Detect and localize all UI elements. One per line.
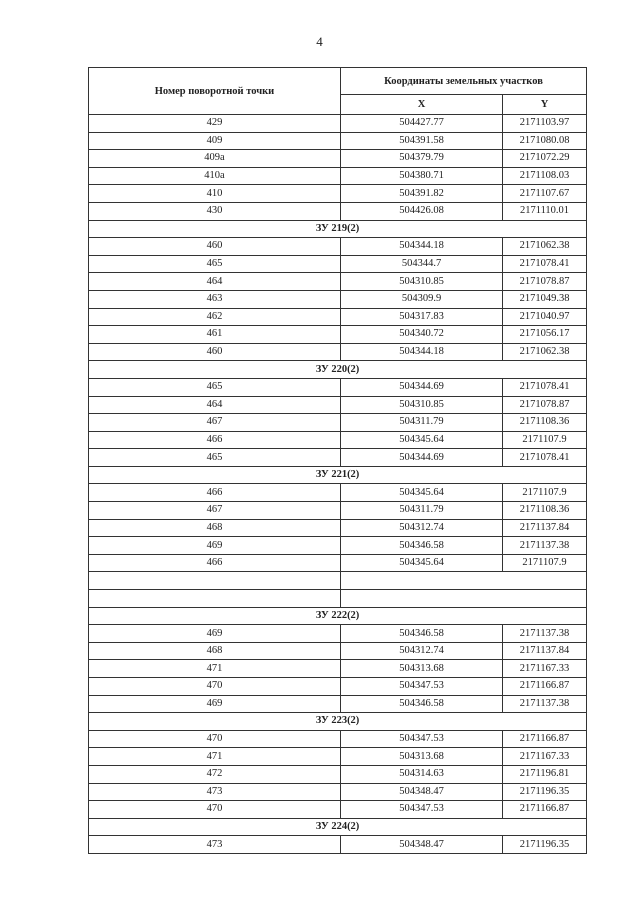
- table-row: [89, 801, 587, 819]
- cell-point: 429: [89, 115, 341, 133]
- cell-y: 2171107.9: [503, 431, 587, 449]
- cell-x: 504426.08: [341, 202, 503, 220]
- table-row: [89, 238, 587, 256]
- cell-point: 466: [89, 431, 341, 449]
- cell-y: 2171040.97: [503, 308, 587, 326]
- cell-x: 504344.69: [341, 449, 503, 467]
- cell-x: 504344.69: [341, 378, 503, 396]
- cell-y: 2171062.38: [503, 343, 587, 361]
- page-number: 4: [316, 34, 323, 49]
- cell-point: 466: [89, 484, 341, 502]
- section-row: [89, 713, 587, 731]
- table-row: [89, 449, 587, 467]
- table-row: [89, 484, 587, 502]
- table-row: [89, 625, 587, 643]
- cell-x: 504345.64: [341, 484, 503, 502]
- table-row: [89, 431, 587, 449]
- cell-x: 504346.58: [341, 625, 503, 643]
- cell-point: 465: [89, 449, 341, 467]
- cell-x: 504345.64: [341, 431, 503, 449]
- table-row: [89, 765, 587, 783]
- cell-x: 504340.72: [341, 326, 503, 344]
- cell-x: 504347.53: [341, 730, 503, 748]
- cell-y: 2171137.38: [503, 625, 587, 643]
- table-row: [89, 642, 587, 660]
- cell-point: 468: [89, 642, 341, 660]
- cell-y: 2171108.36: [503, 502, 587, 520]
- cell-point: 465: [89, 378, 341, 396]
- table-row: [89, 202, 587, 220]
- table-row: [89, 783, 587, 801]
- table-row: [89, 115, 587, 133]
- table-row: [89, 554, 587, 572]
- cell-y: 2171049.38: [503, 290, 587, 308]
- cell-point: 469: [89, 695, 341, 713]
- section-label: ЗУ 219(2): [89, 220, 587, 238]
- cell-point: 410: [89, 185, 341, 203]
- table-row: [89, 519, 587, 537]
- section-row: [89, 361, 587, 379]
- cell-y: 2171107.9: [503, 554, 587, 572]
- header-point-number: Номер поворотной точки: [89, 68, 341, 115]
- cell-x: 504312.74: [341, 642, 503, 660]
- cell-y: 2171166.87: [503, 678, 587, 696]
- cell-y: 2171078.87: [503, 396, 587, 414]
- cell-x: 504314.63: [341, 765, 503, 783]
- blank-cell: [89, 590, 341, 608]
- cell-y: 2171078.41: [503, 449, 587, 467]
- section-label: ЗУ 224(2): [89, 818, 587, 836]
- cell-x: 504344.18: [341, 343, 503, 361]
- table-row: [89, 396, 587, 414]
- cell-point: 410а: [89, 167, 341, 185]
- header-y: Y: [503, 95, 587, 115]
- section-row: [89, 818, 587, 836]
- cell-point: 470: [89, 678, 341, 696]
- cell-point: 430: [89, 202, 341, 220]
- header-coordinates: Координаты земельных участков: [341, 68, 587, 95]
- table-row: [89, 836, 587, 854]
- cell-point: 470: [89, 801, 341, 819]
- table-row: [89, 255, 587, 273]
- cell-point: 409: [89, 132, 341, 150]
- section-label: ЗУ 220(2): [89, 361, 587, 379]
- cell-point: 468: [89, 519, 341, 537]
- cell-y: 2171196.35: [503, 836, 587, 854]
- cell-point: 471: [89, 748, 341, 766]
- cell-point: 467: [89, 502, 341, 520]
- cell-point: 471: [89, 660, 341, 678]
- cell-point: 466: [89, 554, 341, 572]
- cell-y: 2171167.33: [503, 660, 587, 678]
- cell-point: 472: [89, 765, 341, 783]
- blank-cell: [89, 572, 341, 590]
- section-label: ЗУ 222(2): [89, 607, 587, 625]
- cell-x: 504313.68: [341, 660, 503, 678]
- cell-x: 504309.9: [341, 290, 503, 308]
- section-label: ЗУ 223(2): [89, 713, 587, 731]
- cell-y: 2171078.41: [503, 378, 587, 396]
- table-row: [89, 167, 587, 185]
- cell-y: 2171108.36: [503, 414, 587, 432]
- cell-x: 504311.79: [341, 414, 503, 432]
- table-row: [89, 695, 587, 713]
- cell-y: 2171078.87: [503, 273, 587, 291]
- cell-y: 2171137.84: [503, 519, 587, 537]
- table-row: [89, 660, 587, 678]
- table-row: [89, 185, 587, 203]
- cell-y: 2171107.67: [503, 185, 587, 203]
- cell-y: 2171107.9: [503, 484, 587, 502]
- table-row: [89, 150, 587, 168]
- cell-point: 460: [89, 238, 341, 256]
- cell-y: 2171056.17: [503, 326, 587, 344]
- cell-x: 504344.7: [341, 255, 503, 273]
- blank-row: [89, 572, 587, 590]
- cell-y: 2171137.84: [503, 642, 587, 660]
- cell-x: 504427.77: [341, 115, 503, 133]
- cell-x: 504344.18: [341, 238, 503, 256]
- cell-y: 2171166.87: [503, 801, 587, 819]
- cell-y: 2171103.97: [503, 115, 587, 133]
- cell-point: 473: [89, 783, 341, 801]
- cell-point: 467: [89, 414, 341, 432]
- table-row: [89, 132, 587, 150]
- cell-x: 504317.83: [341, 308, 503, 326]
- cell-x: 504348.47: [341, 783, 503, 801]
- cell-point: 461: [89, 326, 341, 344]
- cell-x: 504380.71: [341, 167, 503, 185]
- cell-x: 504312.74: [341, 519, 503, 537]
- cell-y: 2171072.29: [503, 150, 587, 168]
- cell-point: 470: [89, 730, 341, 748]
- table-row: [89, 273, 587, 291]
- table-row: [89, 326, 587, 344]
- table-body: [89, 115, 587, 854]
- section-label: ЗУ 221(2): [89, 466, 587, 484]
- cell-x: 504310.85: [341, 273, 503, 291]
- cell-y: 2171196.81: [503, 765, 587, 783]
- section-row: [89, 607, 587, 625]
- cell-y: 2171080.08: [503, 132, 587, 150]
- cell-x: 504346.58: [341, 537, 503, 555]
- section-row: [89, 466, 587, 484]
- cell-point: 462: [89, 308, 341, 326]
- cell-y: 2171196.35: [503, 783, 587, 801]
- table-row: [89, 343, 587, 361]
- cell-y: 2171108.03: [503, 167, 587, 185]
- cell-point: 409а: [89, 150, 341, 168]
- cell-x: 504379.79: [341, 150, 503, 168]
- cell-x: 504347.53: [341, 801, 503, 819]
- table-row: [89, 308, 587, 326]
- blank-cell: [341, 572, 587, 590]
- table-row: [89, 414, 587, 432]
- cell-y: 2171137.38: [503, 537, 587, 555]
- cell-point: 463: [89, 290, 341, 308]
- cell-x: 504347.53: [341, 678, 503, 696]
- cell-y: 2171062.38: [503, 238, 587, 256]
- table-row: [89, 678, 587, 696]
- cell-point: 469: [89, 625, 341, 643]
- cell-y: 2171137.38: [503, 695, 587, 713]
- cell-y: 2171166.87: [503, 730, 587, 748]
- cell-y: 2171167.33: [503, 748, 587, 766]
- cell-point: 464: [89, 273, 341, 291]
- cell-point: 464: [89, 396, 341, 414]
- table-row: [89, 730, 587, 748]
- table-row: [89, 502, 587, 520]
- cell-y: 2171110.01: [503, 202, 587, 220]
- header-x: X: [341, 95, 503, 115]
- table-row: [89, 537, 587, 555]
- cell-point: 469: [89, 537, 341, 555]
- cell-x: 504348.47: [341, 836, 503, 854]
- blank-row: [89, 590, 587, 608]
- cell-x: 504391.82: [341, 185, 503, 203]
- table-row: [89, 748, 587, 766]
- table-row: [89, 378, 587, 396]
- cell-x: 504345.64: [341, 554, 503, 572]
- cell-point: 465: [89, 255, 341, 273]
- section-row: [89, 220, 587, 238]
- blank-cell: [341, 590, 587, 608]
- cell-x: 504313.68: [341, 748, 503, 766]
- cell-x: 504311.79: [341, 502, 503, 520]
- cell-x: 504310.85: [341, 396, 503, 414]
- table-row: [89, 290, 587, 308]
- cell-x: 504391.58: [341, 132, 503, 150]
- coordinates-table: [88, 67, 587, 854]
- cell-y: 2171078.41: [503, 255, 587, 273]
- cell-x: 504346.58: [341, 695, 503, 713]
- cell-point: 473: [89, 836, 341, 854]
- cell-point: 460: [89, 343, 341, 361]
